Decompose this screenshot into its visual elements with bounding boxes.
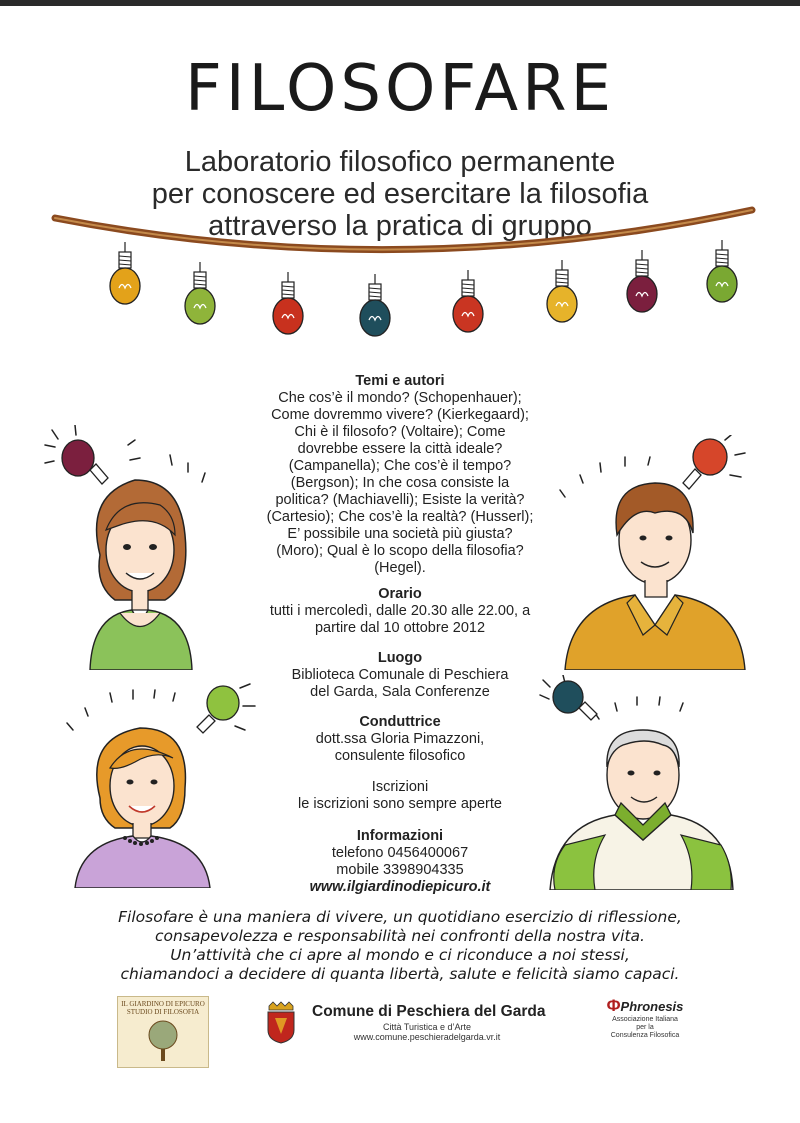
host-heading: Conduttrice: [359, 714, 441, 730]
schedule-line: partire dal 10 ottobre 2012: [314, 620, 486, 636]
lightbulb-icon: [185, 262, 215, 324]
comune-website[interactable]: www.comune.peschieradelgarda.vr.it: [353, 1032, 501, 1042]
themes-line: (Bergson); In che cosa consiste la: [290, 475, 510, 491]
closing-quote: [70, 908, 730, 984]
venue-line: del Garda, Sala Conferenze: [310, 684, 490, 700]
woman-brown-hair-illustration: [40, 425, 240, 670]
quote-line: Filosofare è una maniera di vivere, un quotidiano esercizio di riflessione,: [118, 908, 682, 926]
themes-line: Che cos’è il mondo? (Schopenhauer);: [278, 390, 522, 406]
lightbulb-icon: [547, 260, 577, 322]
enrollment-heading: Iscrizioni: [371, 779, 429, 795]
lightbulb-icon: [683, 439, 727, 489]
host-line: consulente filosofico: [334, 748, 466, 764]
schedule-section: [230, 586, 570, 637]
phronesis-desc-line: Consulenza Filosofica: [610, 1032, 680, 1039]
lightbulb-icon: [627, 250, 657, 312]
tree-icon: [146, 1019, 180, 1063]
schedule-heading: Orario: [378, 586, 422, 602]
themes-line: Come dovremmo vivere? (Kierkegaard);: [271, 407, 529, 423]
enrollment-section: [230, 779, 570, 813]
bulb-garland: [0, 190, 800, 350]
subtitle-line: per conoscere ed esercitare la filosofia: [151, 178, 649, 210]
info-section: [230, 828, 570, 896]
comune-peschiera-logo: [312, 1003, 546, 1042]
themes-heading: Temi e autori: [355, 373, 445, 389]
lightbulb-icon: [707, 240, 737, 302]
comune-tagline: Città Turistica e d’Arte: [382, 1022, 472, 1032]
giardino-epicuro-logo: [117, 996, 209, 1068]
comune-name: Comune di Peschiera del Garda: [312, 1003, 546, 1020]
lightbulb-icon: [273, 272, 303, 334]
page-title: FILOSOFARE: [184, 52, 616, 126]
themes-section: [230, 373, 570, 577]
quote-line: consapevolezza e responsabilità nei confronti della nostra vita.: [155, 927, 645, 945]
lightbulb-icon: [62, 440, 108, 484]
peschiera-crest-icon: [265, 1000, 297, 1044]
host-line: dott.ssa Gloria Pimazzoni,: [315, 731, 485, 747]
quote-line: Un’attività che ci apre al mondo e ci riconduce a noi stessi,: [170, 946, 630, 964]
themes-line: politica? (Machiavelli); Esiste la verità?: [275, 492, 525, 508]
themes-line: (Hegel).: [374, 560, 426, 576]
phronesis-desc-line: per la: [636, 1024, 654, 1031]
host-section: [230, 714, 570, 765]
mobile-number: mobile 3398904335: [336, 862, 464, 878]
phronesis-desc-line: Associazione Italiana: [612, 1016, 678, 1023]
subtitle-line: attraverso la pratica di gruppo: [208, 210, 592, 242]
lightbulb-icon: [453, 270, 483, 332]
phronesis-name: Phronesis: [620, 999, 684, 1014]
venue-line: Biblioteca Comunale di Peschiera: [291, 667, 509, 683]
enrollment-line: le iscrizioni sono sempre aperte: [298, 796, 502, 812]
themes-line: (Campanella); Che cos’è il tempo?: [288, 458, 512, 474]
venue-section: [230, 650, 570, 701]
themes-line: (Cartesio); Che cos’è la realtà? (Husserl);: [266, 509, 534, 525]
themes-line: E’ possibile una società più giusta?: [287, 526, 513, 542]
lightbulb-icon: [110, 242, 140, 304]
subtitle-line: Laboratorio filosofico permanente: [184, 146, 616, 178]
website-link[interactable]: www.ilgiardinodiepicuro.it: [309, 879, 491, 895]
phi-icon: Φ: [606, 996, 621, 1015]
phronesis-logo: [590, 996, 700, 1040]
young-man-illustration: [555, 435, 755, 670]
top-border: [0, 0, 800, 6]
venue-heading: Luogo: [377, 650, 423, 666]
themes-line: dovrebbe essere la città ideale?: [297, 441, 503, 457]
themes-line: Chi è il filosofo? (Voltaire); Come: [294, 424, 506, 440]
phone-number: telefono 0456400067: [331, 845, 469, 861]
quote-line: chiamandoci a decidere di quanta libertà, salute e felicità siamo capaci.: [120, 965, 680, 983]
themes-line: (Moro); Qual è lo scopo della filosofia?: [276, 543, 524, 559]
schedule-line: tutti i mercoledì, dalle 20.30 alle 22.00, a: [269, 603, 531, 619]
info-heading: Informazioni: [356, 828, 444, 844]
garden-logo-text: IL GIARDINO DI EPICURO STUDIO DI FILOSOFIA: [121, 1000, 205, 1016]
lightbulb-icon: [360, 274, 390, 336]
